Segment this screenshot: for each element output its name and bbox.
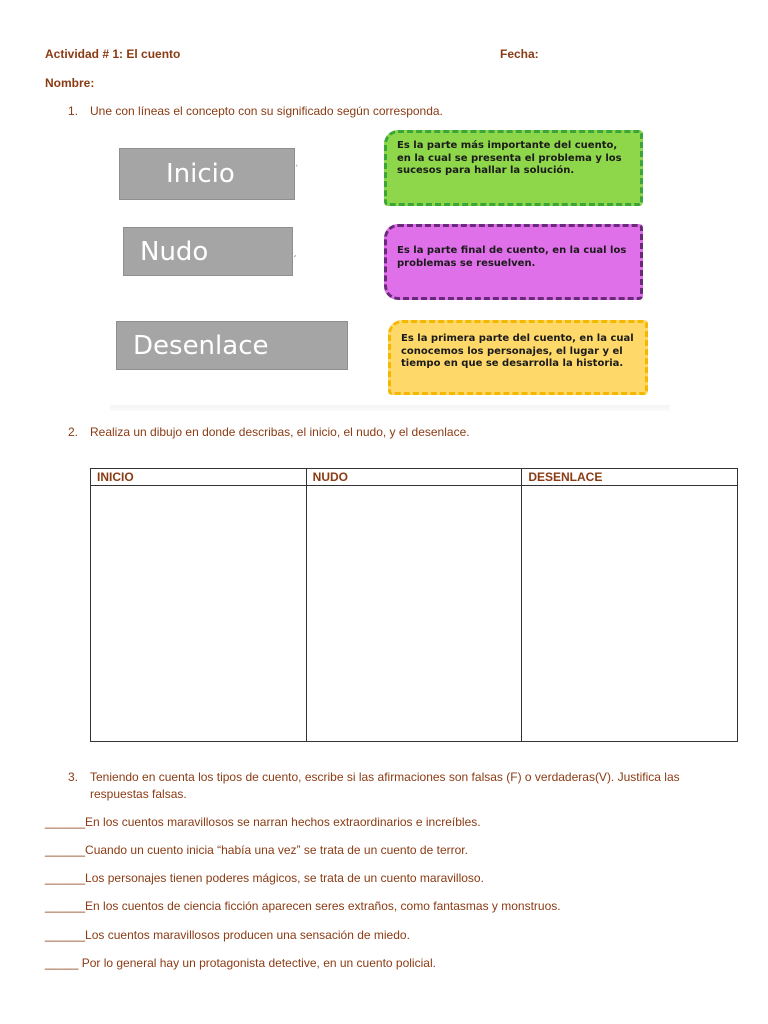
drawing-cell-desenlace[interactable] (522, 486, 738, 742)
date-label: Fecha: (500, 47, 539, 61)
tick-mark: ˏ (293, 246, 297, 258)
definition-text: Es la parte final de cuento, en la cual los problemas se resuelven. (397, 245, 627, 269)
concept-nudo-label: Nudo (140, 236, 209, 267)
concept-nudo (123, 227, 293, 276)
drawing-table (90, 468, 738, 742)
question-2-number: 2. (68, 425, 79, 439)
image-shadow (110, 405, 670, 411)
statement-4[interactable]: ______En los cuentos de ciencia ficción aparecen seres extraños, como fantasmas y monstruos. (45, 899, 561, 913)
question-3-number: 3. (68, 770, 79, 784)
statement-5[interactable]: ______Los cuentos maravillosos producen una sensación de miedo. (45, 928, 410, 942)
drawing-cell-nudo[interactable] (306, 486, 522, 742)
activity-title: Actividad # 1: El cuento (45, 47, 181, 61)
definition-text: Es la primera parte del cuento, en la cual conocemos los personajes, el lugar y el tiempo en que se desarrolla la historia. (401, 333, 634, 369)
definition-nudo (384, 130, 643, 206)
concept-desenlace-label: Desenlace (133, 330, 269, 361)
column-inicio-header: INICIO (91, 469, 307, 486)
definition-text: Es la parte más importante del cuento, en la cual se presenta el problema y los sucesos para hallar la solución. (397, 140, 622, 176)
statement-3[interactable]: ______Los personajes tienen poderes mágicos, se trata de un cuento maravilloso. (45, 871, 484, 885)
question-3-text: Teniendo en cuenta los tipos de cuento, escribe si las afirmaciones son falsas (F) o verdaderas(V). Justifica las respuestas falsas. (90, 770, 680, 801)
concept-inicio-label: Inicio (166, 159, 235, 189)
question-1-text: Une con líneas el concepto con su significado según corresponda. (90, 104, 443, 118)
definition-desenlace (384, 224, 643, 300)
drawing-cell-inicio[interactable] (91, 486, 307, 742)
column-nudo-header: NUDO (306, 469, 522, 486)
tick-mark: ˈ (295, 164, 299, 176)
question-1-number: 1. (68, 104, 79, 118)
definition-inicio (388, 320, 648, 395)
statement-1[interactable]: ______En los cuentos maravillosos se narran hechos extraordinarios e increíbles. (45, 815, 481, 829)
statement-2[interactable]: ______Cuando un cuento inicia “había una vez” se trata de un cuento de terror. (45, 843, 468, 857)
concept-desenlace (116, 321, 348, 370)
column-desenlace-header: DESENLACE (522, 469, 738, 486)
statement-6[interactable]: _____ Por lo general hay un protagonista detective, en un cuento policial. (45, 956, 436, 970)
table-header-row (91, 469, 738, 486)
drawing-row (91, 486, 738, 742)
question-2-text: Realiza un dibujo en donde describas, el inicio, el nudo, y el desenlace. (90, 425, 470, 439)
concept-inicio (119, 148, 295, 200)
name-label: Nombre: (45, 76, 95, 90)
